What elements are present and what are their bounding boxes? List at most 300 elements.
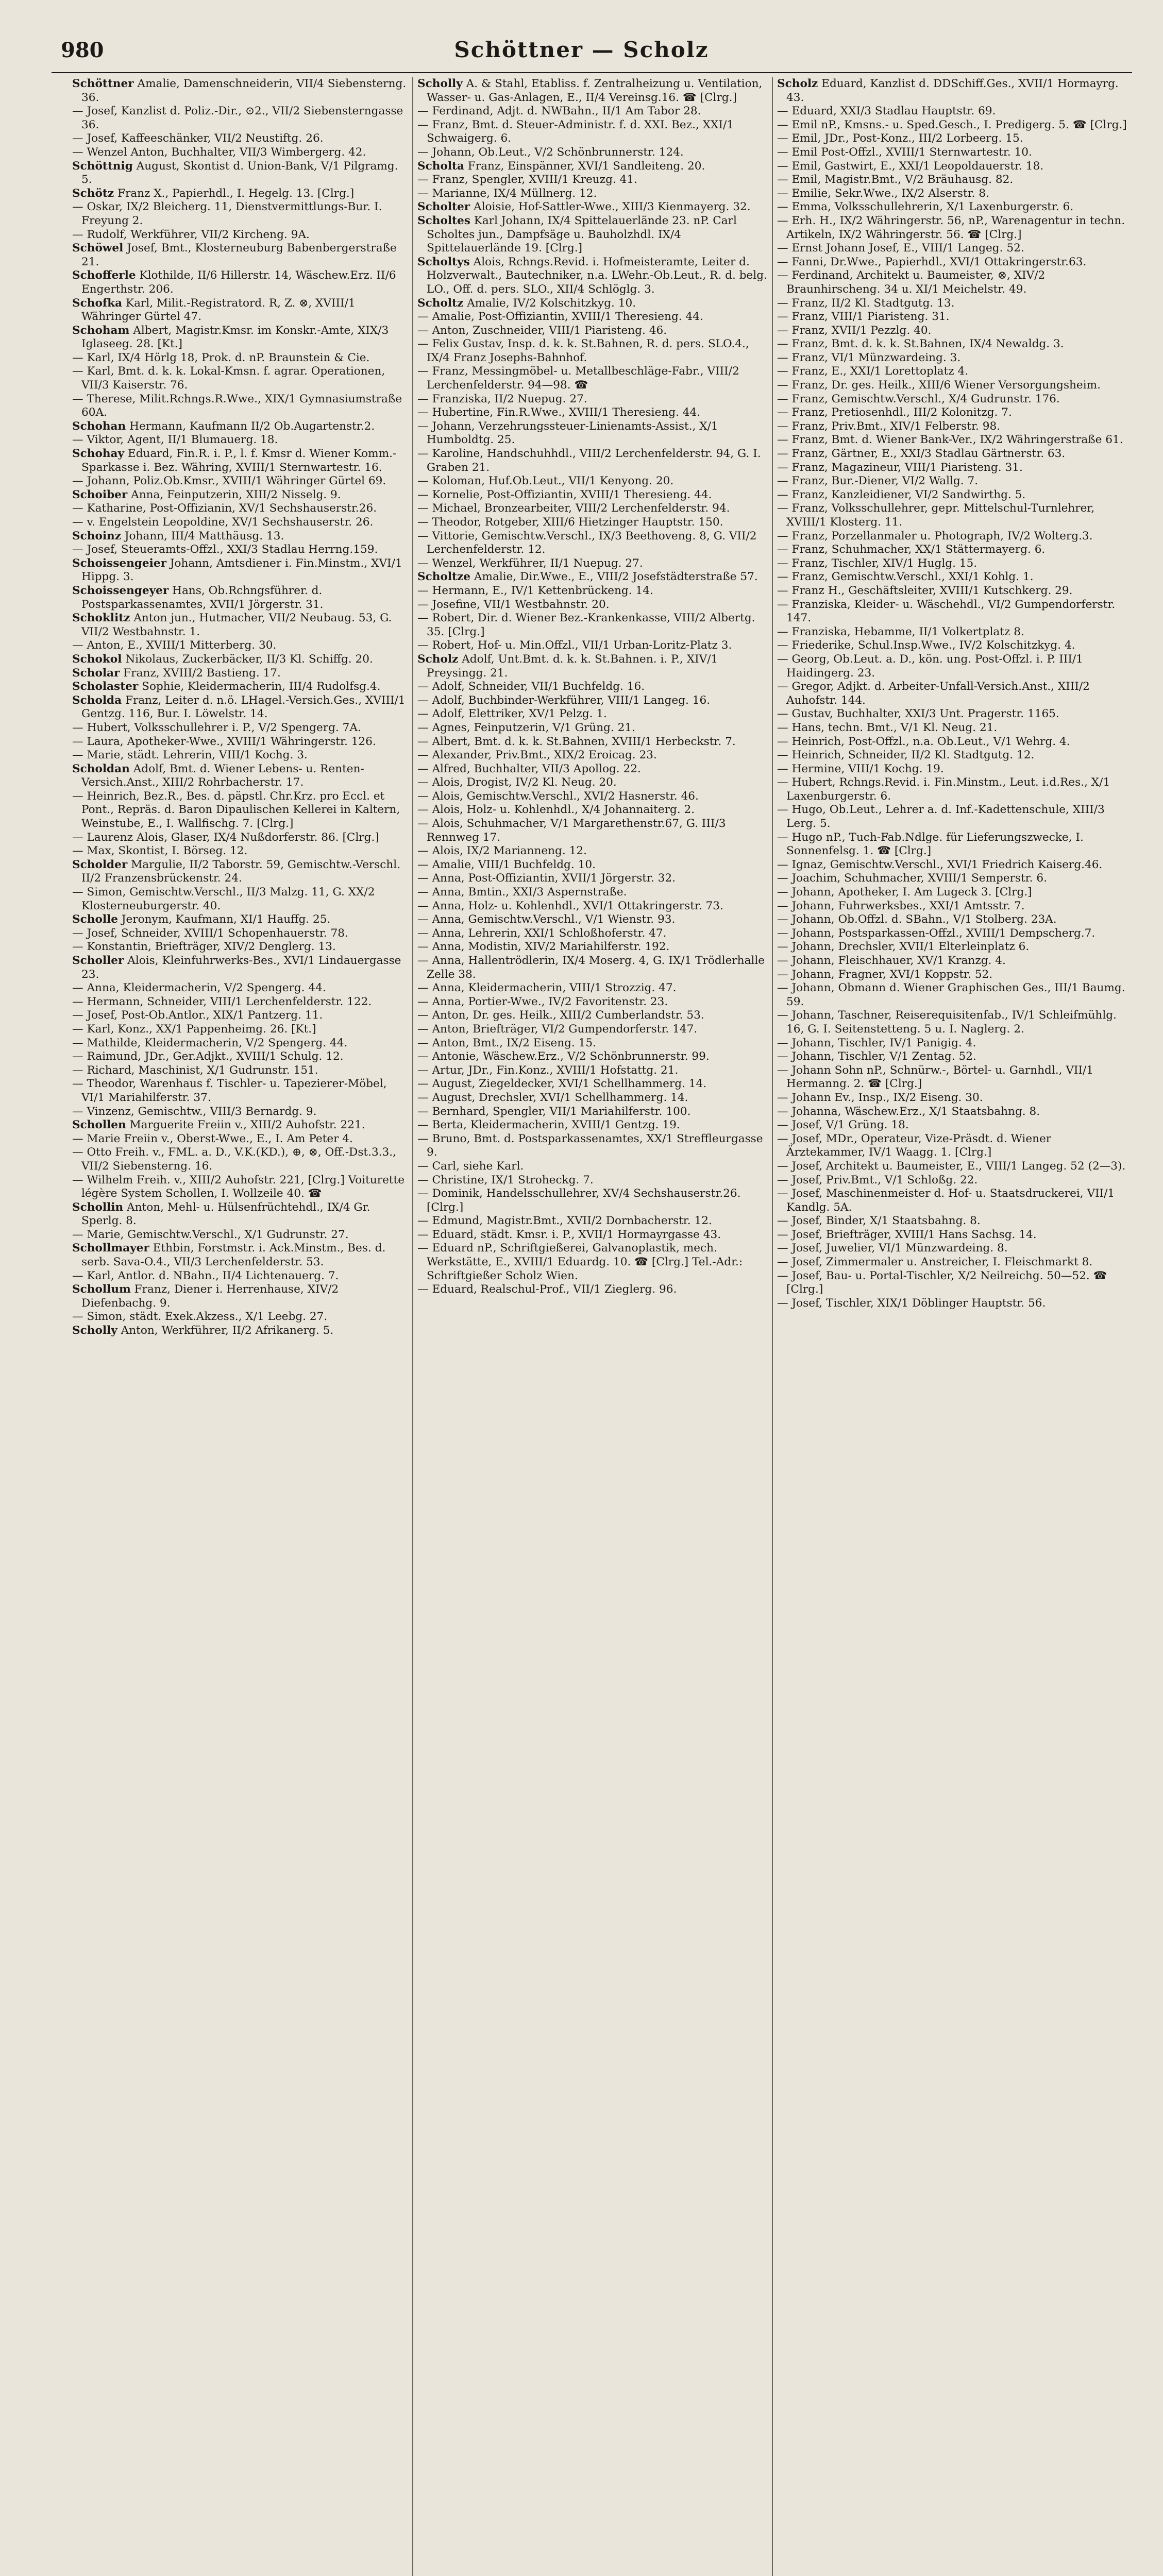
entry-text: — Karl, Antlor. d. NBahn., II/4 Lichtenauerg. 7. xyxy=(72,1269,339,1282)
entry-text: — Simon, Gemischtw.Verschl., II/3 Malzg. 11, G. XX/2 Klosterneuburgerstr. 40. xyxy=(72,886,375,912)
entry-text: Hans, Ob.Rchngsführer. d. Postsparkassenamtes, XVII/1 Jörgerstr. 31. xyxy=(81,584,324,611)
entry-text: — Laurenz Alois, Glaser, IX/4 Nußdorferstr. 86. [Clrg.] xyxy=(72,831,379,844)
entry-text: — Franz, Magazineur, VIII/1 Piaristeng. 31. xyxy=(777,461,1023,474)
directory-entry xyxy=(72,1283,411,1310)
entry-text: — Agnes, Feinputzerin, V/1 Grüng. 21. xyxy=(417,721,635,734)
column-3 xyxy=(777,77,1127,1310)
directory-entry xyxy=(72,735,411,749)
entry-text: — Wenzel, Werkführer, II/1 Nuepug. 27. xyxy=(417,556,643,570)
directory-entry xyxy=(777,433,1127,447)
directory-entry xyxy=(777,831,1127,858)
entry-text: — Franz, Gemischtw.Verschl., XXI/1 Kohlg. 1. xyxy=(777,570,1034,584)
directory-entry xyxy=(417,886,769,900)
entry-text: — Franziska, Kleider- u. Wäschehdl., VI/2 Gumpendorferstr. 147. xyxy=(777,598,1116,625)
directory-entry xyxy=(417,817,769,844)
directory-entry xyxy=(777,132,1127,146)
entry-text: — Fanni, Dr.Wwe., Papierhdl., XVI/1 Ottakringerstr.63. xyxy=(777,255,1087,268)
entry-text: — Franz, Bur.-Diener, VI/2 Wallg. 7. xyxy=(777,474,979,488)
directory-entry xyxy=(777,1174,1127,1188)
entry-text: — Josef, Steueramts-Offzl., XXI/3 Stadlau Herrng.159. xyxy=(72,543,378,556)
directory-entry xyxy=(777,886,1127,900)
entry-surname: Schofka xyxy=(72,296,123,310)
directory-entry xyxy=(72,228,411,242)
entry-text: — Laura, Apotheker-Wwe., XVIII/1 Währingerstr. 126. xyxy=(72,735,376,748)
entry-text: — Karl, Konz., XX/1 Pappenheimg. 26. [Kt.] xyxy=(72,1022,316,1036)
entry-text: — Mathilde, Kleidermacherin, V/2 Spengerg. 44. xyxy=(72,1036,348,1049)
entry-text: — Vinzenz, Gemischtw., VIII/3 Bernardg. 9. xyxy=(72,1105,317,1118)
directory-entry xyxy=(777,242,1127,256)
directory-entry xyxy=(417,474,769,488)
directory-entry xyxy=(777,77,1127,105)
directory-entry xyxy=(72,146,411,160)
entry-text: — Johann, Ob.Leut., V/2 Schönbrunnerstr. 124. xyxy=(417,145,684,159)
directory-entry xyxy=(72,844,411,858)
directory-entry xyxy=(72,1105,411,1119)
directory-entry xyxy=(72,981,411,995)
directory-entry xyxy=(72,420,411,434)
directory-entry xyxy=(417,844,769,858)
directory-entry xyxy=(777,297,1127,311)
directory-entry xyxy=(777,256,1127,269)
directory-entry xyxy=(417,1283,769,1297)
entry-text: — Anton, Briefträger, VI/2 Gumpendorferstr. 147. xyxy=(417,1022,698,1036)
entry-text: — Katharine, Post-Offizianin, XV/1 Sechshauserstr.26. xyxy=(72,502,377,515)
entry-text: — Simon, städt. Exek.Akzess., X/1 Leebg. 27. xyxy=(72,1310,328,1324)
entry-text: — Josef, Tischler, XIX/1 Döblinger Hauptstr. 56. xyxy=(777,1296,1046,1310)
directory-entry xyxy=(417,146,769,160)
entry-text: — Karoline, Handschuhhdl., VIII/2 Lerchenfelderstr. 94, G. I. Graben 21. xyxy=(417,447,761,474)
directory-entry xyxy=(72,132,411,146)
entry-text: — Anna, Hallentrödlerin, IX/4 Moserg. 4, G. IX/1 Trödlerhalle Zelle 38. xyxy=(417,954,765,981)
entry-text: — Joachim, Schuhmacher, XVIII/1 Semperstr. 6. xyxy=(777,872,1047,885)
directory-entry xyxy=(72,488,411,502)
directory-entry xyxy=(777,447,1127,461)
entry-text: — Franz, Bmt. d. Steuer-Administr. f. d. XXI. Bez., XXI/1 Schwaigerg. 6. xyxy=(417,118,734,145)
directory-entry xyxy=(417,694,769,708)
directory-entry xyxy=(777,598,1127,625)
entry-text: — Josef, Zimmermaler u. Anstreicher, I. Fleischmarkt 8. xyxy=(777,1256,1093,1269)
entry-text: — Artur, JDr., Fin.Konz., XVIII/1 Hofstattg. 21. xyxy=(417,1063,679,1077)
directory-entry xyxy=(417,1077,769,1091)
entry-text: — Michael, Bronzearbeiter, VIII/2 Lerchenfelderstr. 94. xyxy=(417,502,730,515)
directory-entry xyxy=(417,1091,769,1105)
directory-entry xyxy=(72,1228,411,1242)
directory-entry xyxy=(417,1132,769,1160)
directory-entry xyxy=(417,803,769,817)
directory-entry xyxy=(417,598,769,612)
entry-text: Klothilde, II/6 Hillerstr. 14, Wäschew.Erz. II/6 Engerthstr. 206. xyxy=(81,269,396,296)
entry-text: — Anna, Modistin, XIV/2 Mariahilferstr. 192. xyxy=(417,940,670,954)
entry-text: — Anna, Gemischtw.Verschl., V/1 Wienstr. 93. xyxy=(417,913,676,926)
entry-text: Alois, Rchngs.Revid. i. Hofmeisteramte, Leiter d. Holzverwalt., Bautechniker, n.a. LWehr.-Ob.Leut., R. d. belg. LO., Off. d. pers. SLO., XII/4 Schlöglg. 3. xyxy=(427,255,767,296)
entry-surname: Scholda xyxy=(72,693,122,707)
entry-text: — Bernhard, Spengler, VII/1 Mariahilferstr. 100. xyxy=(417,1105,691,1118)
entry-text: — Emil nP., Kmsns.- u. Sped.Gesch., I. Predigerg. 5. ☎ [Clrg.] xyxy=(777,118,1127,131)
directory-entry xyxy=(72,557,411,584)
entry-text: — Amalie, VIII/1 Buchfeldg. 10. xyxy=(417,858,596,871)
entry-text: — Johann, Taschner, Reiserequisitenfab., IV/1 Schleifmühlg. 16, G. I. Seitenstetteng. 5 u. I. Naglerg. 2. xyxy=(777,1009,1117,1036)
entry-text: — Alexander, Priv.Bmt., XIX/2 Eroicag. 23. xyxy=(417,749,657,762)
entry-text: — Alois, Holz- u. Kohlenhdl., X/4 Johannaiterg. 2. xyxy=(417,803,695,817)
directory-entry xyxy=(72,762,411,790)
directory-entry xyxy=(72,749,411,762)
entry-text: — Antonie, Wäschew.Erz., V/2 Schönbrunnerstr. 99. xyxy=(417,1050,710,1063)
entry-text: — Johann, Tischler, IV/1 Panigig. 4. xyxy=(777,1036,976,1049)
directory-entry xyxy=(72,954,411,981)
entry-text: — Friederike, Schul.Insp.Wwe., IV/2 Kolschitzkyg. 4. xyxy=(777,639,1075,652)
directory-entry xyxy=(72,1118,411,1132)
directory-entry xyxy=(72,447,411,474)
directory-entry xyxy=(72,694,411,721)
entry-text: — Josef, Schneider, XVIII/1 Schopenhauerstr. 78. xyxy=(72,926,348,940)
entry-surname: Schöttner xyxy=(72,77,134,90)
entry-text: — Anna, Bmtin., XXI/3 Aspernstraße. xyxy=(417,886,627,899)
directory-entry xyxy=(777,530,1127,544)
entry-text: Jeronym, Kaufmann, XI/1 Hauffg. 25. xyxy=(118,913,331,926)
directory-entry xyxy=(417,105,769,118)
entry-surname: Scholly xyxy=(72,1324,117,1337)
directory-entry xyxy=(777,557,1127,571)
directory-entry xyxy=(72,940,411,954)
entry-text: — Edmund, Magistr.Bmt., XVII/2 Dornbacherstr. 12. xyxy=(417,1214,712,1228)
entry-surname: Schöwel xyxy=(72,242,124,255)
entry-text: — Eduard, XXI/3 Stadlau Hauptstr. 69. xyxy=(777,105,996,118)
directory-entry xyxy=(777,1118,1127,1132)
directory-entry xyxy=(417,200,769,214)
entry-text: — Franziska, Hebamme, II/1 Volkertplatz 8. xyxy=(777,625,1024,638)
directory-entry xyxy=(777,351,1127,365)
entry-text: — Eduard nP., Schriftgießerei, Galvanoplastik, mech. Werkstätte, E., XVIII/1 Eduardg. 10. ☎ [Clrg.] Tel.-Adr.: Schriftgießer Scholz Wien. xyxy=(417,1242,743,1282)
entry-text: Aloisie, Hof-Sattler-Wwe., XIII/3 Kienmayerg. 32. xyxy=(470,200,751,214)
directory-entry xyxy=(417,570,769,584)
entry-text: Johann, Amtsdiener i. Fin.Minstm., XVI/1 Hippg. 3. xyxy=(81,556,402,584)
entry-text: — Franz, Priv.Bmt., XIV/1 Felberstr. 98. xyxy=(777,419,1001,433)
directory-entry xyxy=(777,324,1127,338)
directory-entry xyxy=(417,1187,769,1214)
entry-text: — Franz, Tischler, XIV/1 Huglg. 15. xyxy=(777,556,977,570)
directory-entry xyxy=(72,790,411,831)
directory-entry xyxy=(777,214,1127,242)
entry-text: — Eduard, städt. Kmsr. i. P., XVII/1 Hormayrgasse 43. xyxy=(417,1228,721,1241)
directory-entry xyxy=(777,625,1127,639)
entry-text: Franz X., Papierhdl., I. Hegelg. 13. [Clrg.] xyxy=(114,187,355,200)
entry-text: Ethbin, Forstmstr. i. Ack.Minstm., Bes. d. serb. Sava-O.4., VII/3 Lerchenfelderstr. 53. xyxy=(81,1242,386,1269)
directory-entry xyxy=(72,242,411,269)
entry-surname: Schollum xyxy=(72,1283,131,1296)
entry-surname: Schollen xyxy=(72,1118,126,1132)
entry-surname: Scholdan xyxy=(72,762,130,775)
entry-text: — Ernst Johann Josef, E., VIII/1 Langeg. 52. xyxy=(777,242,1024,255)
directory-entry xyxy=(417,612,769,639)
directory-entry xyxy=(72,721,411,735)
directory-entry xyxy=(72,105,411,132)
entry-text: — Emilie, Sekr.Wwe., IX/2 Alserstr. 8. xyxy=(777,187,989,200)
entry-text: Alois, Kleinfuhrwerks-Bes., XVI/1 Lindauergasse 23. xyxy=(81,954,401,981)
entry-text: — Felix Gustav, Insp. d. k. k. St.Bahnen, R. d. pers. SLO.4., IX/4 Franz Josephs-Bahnhof. xyxy=(417,337,749,364)
directory-entry xyxy=(417,584,769,598)
directory-entry xyxy=(417,1174,769,1188)
directory-entry xyxy=(72,543,411,557)
directory-entry xyxy=(417,173,769,187)
entry-text: — Franz, Spengler, XVIII/1 Kreuzg. 41. xyxy=(417,173,637,187)
entry-text: — Emil, Magistr.Bmt., V/2 Bräuhausg. 82. xyxy=(777,173,1014,187)
entry-text: — Anton, Dr. ges. Heilk., XIII/2 Cumberlandstr. 53. xyxy=(417,1009,704,1022)
directory-entry xyxy=(72,1146,411,1173)
directory-entry xyxy=(417,530,769,557)
entry-text: — Oskar, IX/2 Bleicherg. 11, Dienstvermittlungs-Bur. I. Freyung 2. xyxy=(72,200,382,227)
entry-text: — Anton, Zuschneider, VIII/1 Piaristeng. 46. xyxy=(417,324,667,337)
entry-text: — Johann Ev., Insp., IX/2 Eiseng. 30. xyxy=(777,1091,983,1104)
entry-surname: Schofferle xyxy=(72,269,136,282)
page-title: Schöttner — Scholz xyxy=(454,37,709,62)
entry-text: — Heinrich, Bez.R., Bes. d. päpstl. Chr.Krz. pro Eccl. et Pont., Repräs. d. Baron Dipaulischen Kellerei in Kaltern, Weinstube, E., I. Wallfischg. 7. [Clrg.] xyxy=(72,789,400,831)
directory-entry xyxy=(777,1228,1127,1242)
entry-text: Johann, III/4 Matthäusg. 13. xyxy=(121,529,284,543)
entry-surname: Scholler xyxy=(72,954,124,967)
entry-text: — Albert, Bmt. d. k. k. St.Bahnen, XVIII/1 Herbeckstr. 7. xyxy=(417,735,736,748)
entry-surname: Scholder xyxy=(72,858,128,871)
directory-entry xyxy=(777,160,1127,174)
directory-entry xyxy=(72,995,411,1009)
entry-text: — Marianne, IX/4 Müllnerg. 12. xyxy=(417,187,597,200)
entry-text: — Richard, Maschinist, X/1 Gudrunstr. 151. xyxy=(72,1063,318,1077)
directory-entry xyxy=(417,1050,769,1064)
directory-entry xyxy=(72,639,411,653)
entry-text: Franz, Einspänner, XVI/1 Sandleiteng. 20. xyxy=(464,159,705,173)
entry-text: — Johann, Fragner, XVI/1 Koppstr. 52. xyxy=(777,968,993,981)
directory-entry xyxy=(417,1037,769,1050)
directory-entry xyxy=(72,1310,411,1324)
directory-entry xyxy=(777,721,1127,735)
entry-text: Franz, XVIII/2 Bastieng. 17. xyxy=(120,666,281,680)
entry-text: — Johann, Fleischhauer, XV/1 Kranzg. 4. xyxy=(777,954,1006,967)
entry-text: — Josef, Priv.Bmt., V/1 Schloßg. 22. xyxy=(777,1173,978,1187)
entry-text: — Franz, Kanzleidiener, VI/2 Sandwirthg. 5. xyxy=(777,488,1026,501)
entry-text: — Max, Skontist, I. Börseg. 12. xyxy=(72,844,248,858)
entry-text: — Franz, Schuhmacher, XX/1 Stättermayerg. 6. xyxy=(777,543,1046,556)
entry-text: — Franz, Gemischtw.Verschl., X/4 Gudrunstr. 176. xyxy=(777,392,1060,405)
entry-text: — Georg, Ob.Leut. a. D., kön. ung. Post-Offzl. i. P. III/1 Haidingerg. 23. xyxy=(777,652,1083,680)
entry-text: — v. Engelstein Leopoldine, XV/1 Sechshauserstr. 26. xyxy=(72,516,374,529)
entry-text: — Johann, Postsparkassen-Offzl., XVIII/1 Dempscherg.7. xyxy=(777,926,1095,940)
directory-entry xyxy=(777,900,1127,913)
directory-entry xyxy=(777,461,1127,475)
directory-entry xyxy=(777,1050,1127,1064)
entry-text: — Wilhelm Freih. v., XIII/2 Auhofstr. 221, [Clrg.] Voiturette légère System Schollen, I. Wollzeile 40. ☎ xyxy=(72,1173,404,1200)
entry-text: — Heinrich, Post-Offzl., n.a. Ob.Leut., V/1 Wehrg. 4. xyxy=(777,735,1070,748)
entry-surname: Scholter xyxy=(417,200,470,214)
entry-text: Eduard, Kanzlist d. DDSchiff.Ges., XVII/1 Hormayrg. 43. xyxy=(786,77,1119,104)
directory-entry xyxy=(72,913,411,927)
directory-entry xyxy=(777,1105,1127,1119)
directory-entry xyxy=(777,680,1127,707)
entry-text: August, Skontist d. Union-Bank, V/1 Pilgramg. 5. xyxy=(81,159,398,187)
entry-text: Franz, Leiter d. n.ö. LHagel.-Versich.Ges., XVIII/1 Gentzg. 116, Bur. I. Löwelstr. 14. xyxy=(81,693,406,721)
directory-entry xyxy=(417,680,769,694)
directory-entry xyxy=(417,1118,769,1132)
directory-entry xyxy=(72,831,411,845)
entry-surname: Schöttnig xyxy=(72,159,133,173)
directory-entry xyxy=(72,653,411,667)
directory-entry xyxy=(417,776,769,790)
entry-text: — Marie, Gemischtw.Verschl., X/1 Gudrunstr. 27. xyxy=(72,1228,349,1241)
entry-text: — Johann, Verzehrungssteuer-Linienamts-Assist., X/1 Humboldtg. 25. xyxy=(417,419,718,447)
entry-text: — Bruno, Bmt. d. Postsparkassenamtes, XX/1 Streffleurgasse 9. xyxy=(417,1132,763,1159)
directory-entry xyxy=(777,707,1127,721)
directory-entry xyxy=(417,502,769,516)
entry-text: — Ferdinand, Adjt. d. NWBahn., II/1 Am Tabor 28. xyxy=(417,105,701,118)
directory-entry xyxy=(777,762,1127,776)
entry-surname: Scholly xyxy=(417,77,463,90)
entry-text: — Anna, Post-Offiziantin, XVII/1 Jörgerstr. 32. xyxy=(417,872,676,885)
entry-surname: Schollmayer xyxy=(72,1242,149,1255)
entry-surname: Schollin xyxy=(72,1200,124,1214)
entry-text: Anna, Feinputzerin, XIII/2 Nisselg. 9. xyxy=(127,488,341,501)
entry-text: — Franz, Pretiosenhdl., III/2 Kolonitzg. 7. xyxy=(777,406,1012,419)
entry-text: Adolf, Unt.Bmt. d. k. k. St.Bahnen. i. P., XIV/1 Preysingg. 21. xyxy=(427,652,718,680)
column-2 xyxy=(417,77,769,1297)
directory-entry xyxy=(72,612,411,639)
entry-text: — Franz, Bmt. d. k. k. St.Bahnen, IX/4 Newaldg. 3. xyxy=(777,337,1064,351)
entry-text: — Robert, Dir. d. Wiener Bez.-Krankenkasse, VIII/2 Albertg. 35. [Clrg.] xyxy=(417,612,755,638)
entry-text: — Wenzel Anton, Buchhalter, VII/3 Wimbergerg. 42. xyxy=(72,145,366,159)
directory-entry xyxy=(777,488,1127,502)
directory-entry xyxy=(777,913,1127,927)
directory-entry xyxy=(417,214,769,256)
directory-entry xyxy=(777,1091,1127,1105)
directory-entry xyxy=(72,351,411,365)
entry-text: — Otto Freih. v., FML. a. D., V.K.(KD.), ⊕, ⊗, Off.-Dst.3.3., VII/2 Siebensterng. 16. xyxy=(72,1146,397,1173)
directory-entry xyxy=(777,1187,1127,1214)
directory-entry xyxy=(777,968,1127,982)
entry-text: — Rudolf, Werkführer, VII/2 Kircheng. 9A. xyxy=(72,228,310,241)
directory-entry xyxy=(777,337,1127,351)
entry-text: — Koloman, Huf.Ob.Leut., VII/1 Kenyong. 20. xyxy=(417,474,674,488)
entry-text: — Franziska, II/2 Nuepug. 27. xyxy=(417,392,587,405)
directory-entry xyxy=(417,557,769,571)
entry-text: Anton, Werkführer, II/2 Afrikanerg. 5. xyxy=(117,1324,334,1337)
directory-entry xyxy=(72,927,411,941)
entry-text: Sophie, Kleidermacherin, III/4 Rudolfsg.4. xyxy=(138,680,381,693)
entry-text: Karl, Milit.-Registratord. R, Z. ⊗, XVIII/1 Währinger Gürtel 47. xyxy=(81,296,356,324)
entry-text: — Hans, techn. Bmt., V/1 Kl. Neug. 21. xyxy=(777,721,998,734)
directory-entry xyxy=(72,474,411,488)
directory-entry xyxy=(72,680,411,694)
directory-entry xyxy=(417,187,769,201)
directory-entry xyxy=(777,146,1127,160)
entry-text: — Franz, VI/1 Münzwardeing. 3. xyxy=(777,351,961,364)
entry-text: — Anna, Lehrerin, XXI/1 Schloßhoferstr. 47. xyxy=(417,926,667,940)
entry-text: — Franz, E., XXI/1 Lorettoplatz 4. xyxy=(777,365,969,378)
entry-text: Amalie, IV/2 Kolschitzkyg. 10. xyxy=(463,296,636,310)
entry-text: — Hubertine, Fin.R.Wwe., XVIII/1 Theresieng. 44. xyxy=(417,406,701,419)
directory-entry xyxy=(417,1023,769,1037)
entry-text: Anton, Mehl- u. Hülsenfrüchtehdl., IX/4 Gr. Sperlg. 8. xyxy=(81,1200,370,1228)
entry-text: — Alois, Drogist, IV/2 Kl. Neug. 20. xyxy=(417,776,617,789)
directory-entry xyxy=(417,639,769,653)
directory-entry xyxy=(417,118,769,146)
directory-entry xyxy=(777,420,1127,434)
directory-entry xyxy=(417,707,769,721)
directory-entry xyxy=(72,1009,411,1023)
directory-entry xyxy=(777,1009,1127,1036)
entry-text: — Johann, Ob.Offzl. d. SBahn., V/1 Stolberg. 23A. xyxy=(777,913,1057,926)
directory-entry xyxy=(417,872,769,886)
directory-entry xyxy=(777,187,1127,201)
entry-text: — Josef, Binder, X/1 Staatsbahng. 8. xyxy=(777,1214,981,1228)
entry-text: — Anna, Kleidermacherin, V/2 Spengerg. 44. xyxy=(72,981,326,995)
entry-surname: Schoklitz xyxy=(72,612,130,625)
entry-text: Karl Johann, IX/4 Spittelauerlände 23. nP. Carl Scholtes jun., Dampfsäge u. Bauholzhdl. IX/4 Spittelauerlände 19. [Clrg.] xyxy=(427,214,737,255)
entry-text: — Karl, Bmt. d. k. k. Lokal-Kmsn. f. agrar. Operationen, VII/3 Kaiserstr. 76. xyxy=(72,365,385,392)
directory-entry xyxy=(417,1242,769,1283)
directory-entry xyxy=(417,516,769,530)
entry-text: — Hubert, Volksschullehrer i. P., V/2 Spengerg. 7A. xyxy=(72,721,361,734)
entry-text: — Karl, IX/4 Hörlg 18, Prok. d. nP. Braunstein & Cie. xyxy=(72,351,370,364)
directory-entry xyxy=(417,913,769,927)
entry-text: — Gustav, Buchhalter, XXI/3 Unt. Pragerstr. 1165. xyxy=(777,707,1059,721)
entry-text: — Josef, Kanzlist d. Poliz.-Dir., ⊙2., VII/2 Siebensterngasse 36. xyxy=(72,105,403,131)
directory-entry xyxy=(777,365,1127,379)
entry-surname: Schoinz xyxy=(72,529,122,543)
entry-text: Amalie, Dir.Wwe., E., VIII/2 Josefstädterstraße 57. xyxy=(470,570,758,584)
directory-entry xyxy=(777,584,1127,598)
entry-text: — Franz, Volksschullehrer, gepr. Mittelschul-Turnlehrer, XVIII/1 Klosterg. 11. xyxy=(777,502,1095,529)
directory-entry xyxy=(72,297,411,324)
directory-entry xyxy=(777,543,1127,557)
entry-surname: Scholtz xyxy=(417,296,464,310)
entry-text: Eduard, Fin.R. i. P., l. f. Kmsr d. Wiener Komm.-Sparkasse i. Bez. Währing, XVIII/1 Sternwartestr. 16. xyxy=(81,447,397,474)
entry-text: — Anna, Portier-Wwe., IV/2 Favoritenstr. 23. xyxy=(417,995,668,1008)
entry-text: — Josef, Post-Ob.Antlor., XIX/1 Pantzerg. 11. xyxy=(72,1009,323,1022)
directory-entry xyxy=(417,256,769,297)
entry-text: Marguerite Freiin v., XIII/2 Auhofstr. 221. xyxy=(126,1118,365,1132)
entry-text: Nikolaus, Zuckerbäcker, II/3 Kl. Schiffg. 20. xyxy=(122,652,373,666)
entry-text: Amalie, Damenschneiderin, VII/4 Siebensterng. 36. xyxy=(81,77,407,104)
directory-entry xyxy=(72,1201,411,1228)
entry-text: — Alois, Schuhmacher, V/1 Margarethenstr.67, G. III/3 Rennweg 17. xyxy=(417,817,726,844)
entry-surname: Scholtys xyxy=(417,255,470,268)
directory-entry xyxy=(72,1174,411,1201)
header-rule xyxy=(52,72,1132,73)
entry-text: — Josef, Bau- u. Portal-Tischler, X/2 Neilreichg. 50—52. ☎ [Clrg.] xyxy=(777,1269,1107,1296)
directory-entry xyxy=(417,1105,769,1119)
directory-entry xyxy=(417,488,769,502)
directory-entry xyxy=(417,1214,769,1228)
entry-text: — Konstantin, Briefträger, XIV/2 Denglerg. 13. xyxy=(72,940,336,954)
directory-entry xyxy=(417,406,769,420)
entry-text: — Anna, Holz- u. Kohlenhdl., XVI/1 Ottakringerstr. 73. xyxy=(417,899,723,912)
entry-text: — Alois, IX/2 Marianneng. 12. xyxy=(417,844,587,858)
entry-text: — Josef, Architekt u. Baumeister, E., VIII/1 Langeg. 52 (2—3). xyxy=(777,1159,1126,1173)
directory-entry xyxy=(777,173,1127,187)
entry-text: — Theodor, Rotgeber, XIII/6 Hietzinger Hauptstr. 150. xyxy=(417,516,723,529)
directory-entry xyxy=(777,1269,1127,1297)
entry-text: — Franz, Gärtner, E., XXI/3 Stadlau Gärtnerstr. 63. xyxy=(777,447,1066,461)
entry-text: — Johann, Apotheker, I. Am Lugeck 3. [Clrg.] xyxy=(777,886,1032,899)
directory-entry xyxy=(72,77,411,105)
entry-text: — Emma, Volksschullehrerin, X/1 Laxenburgerstr. 6. xyxy=(777,200,1074,214)
entry-text: — Josef, Juwelier, VI/1 Münzwardeing. 8. xyxy=(777,1242,1008,1255)
entry-text: Adolf, Bmt. d. Wiener Lebens- u. Renten-Versich.Anst., XIII/2 Rohrbacherstr. 17. xyxy=(81,762,364,789)
directory-entry xyxy=(417,927,769,941)
entry-text: — Franz, Porzellanmaler u. Photograph, IV/2 Wolterg.3. xyxy=(777,529,1093,543)
directory-entry xyxy=(777,1132,1127,1160)
directory-entry xyxy=(417,77,769,105)
directory-entry xyxy=(417,365,769,392)
directory-entry xyxy=(72,1242,411,1269)
directory-entry xyxy=(72,502,411,516)
